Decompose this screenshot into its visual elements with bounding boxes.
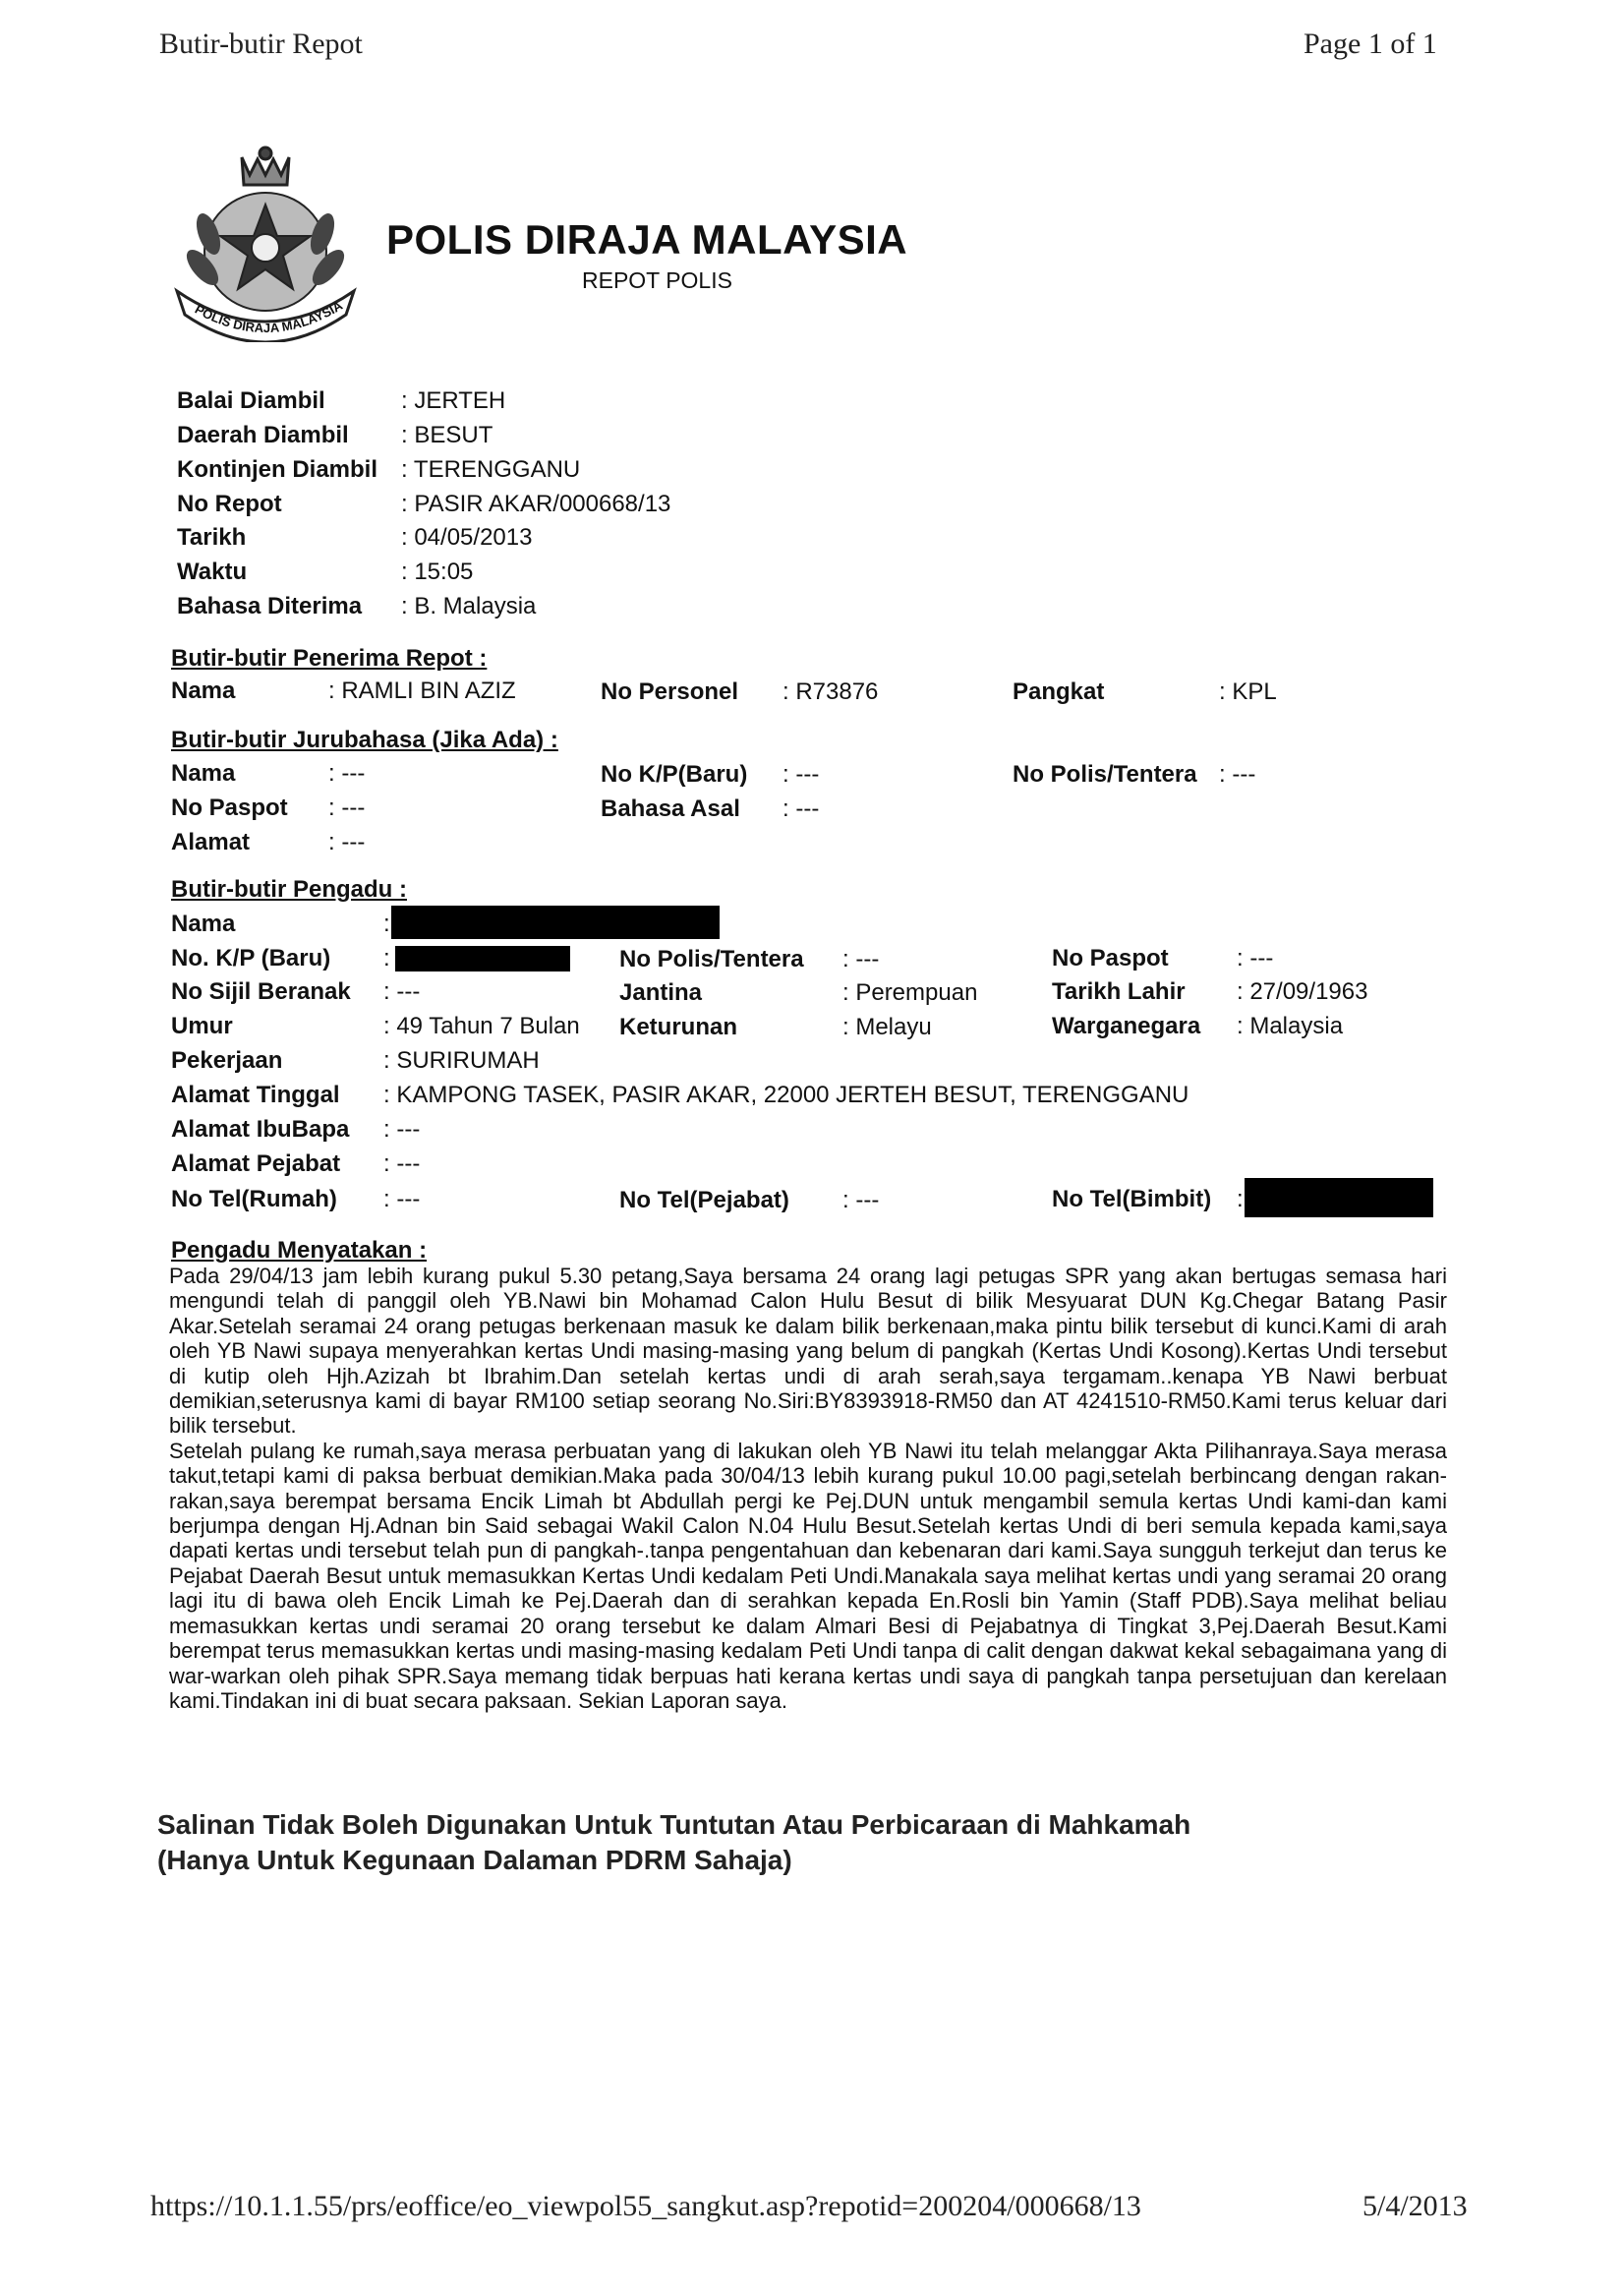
complainant-kp-colon: : (383, 945, 390, 971)
complainant-age-label: Umur (171, 1013, 233, 1039)
report-info-label: Balai Diambil (177, 387, 325, 414)
complainant-gender-label: Jantina (619, 979, 703, 1006)
print-header-title: Butir-butir Repot (159, 28, 363, 60)
report-info-label: Kontinjen Diambil (177, 456, 377, 483)
receiver-personnel-label: No Personel (601, 678, 739, 705)
complainant-passport-label: No Paspot (1052, 945, 1169, 971)
complainant-tel-office-label: No Tel(Pejabat) (619, 1187, 789, 1213)
interpreter-passport-value: : --- (328, 795, 366, 821)
interpreter-polis-label: No Polis/Tentera (1013, 761, 1197, 788)
complainant-race-label: Keturunan (619, 1014, 737, 1040)
complainant-citizen-value: : Malaysia (1237, 1013, 1344, 1039)
report-info-label: No Repot (177, 491, 282, 517)
complainant-name-label: Nama (171, 911, 236, 937)
redacted-mobile-block (1245, 1178, 1433, 1217)
complainant-heading: Butir-butir Pengadu : (171, 876, 407, 903)
receiver-heading: Butir-butir Penerima Repot : (171, 645, 488, 672)
page-subtitle: REPOT POLIS (582, 267, 732, 293)
complainant-tel-home-value: : --- (383, 1186, 421, 1212)
interpreter-address-label: Alamat (171, 829, 251, 855)
receiver-name-label: Nama (171, 677, 236, 704)
complainant-home-label: Alamat Tinggal (171, 1082, 340, 1108)
interpreter-lang-value: : --- (783, 795, 820, 822)
interpreter-polis-value: : --- (1219, 761, 1256, 788)
receiver-personnel-value: : R73876 (783, 678, 879, 705)
complainant-tel-mobile-label: No Tel(Bimbit) (1052, 1186, 1212, 1212)
statement-paragraph: Setelah pulang ke rumah,saya merasa perbuatan yang di lakukan oleh YB Nawi itu telah melanggar Akta Pilihanraya.Saya merasa takut,tetapi kami di paksa berbuat demikian.Maka pada 30/04/13 lebih kurang pukul 10.00 pagi,setelah berbincang dengan rakan-rakan,saya berempat bersama Encik Limah bt Abdullah pergi ke Pej.DUN untuk mengambil semula kertas Undi kami-dan kami berjumpa dengan Hj.Adnan bin Said sebagai Wakil Calon N.04 Hulu Besut.Setelah kertas Undi di beri semula kepada kami,saya dapati kertas undi tersebut telah pun di pangkah-.tanpa pengentahuan dan kebenaran dari kami.Saya sungguh terkejut dan terus ke Pejabat Daerah Besut untuk memasukkan Kertas Undi kedalam Peti Undi.Manakala saya melihat kertas undi yang seramai 20 orang lagi itu di bawa oleh Encik Limah ke Pej.Daerah dan di serahkan kepada En.Rosli bin Yamin (Staff PDB).Saya melihat beliau memasukkan kertas undi seramai 20 orang tersebut ke dalam Almari Besi di Pejabatnya di Tingkat 3,Pej.Daerah Besut.Kami berempat terus memasukkan kertas undi masing-masing kedalam Peti Undi tanpa di calit dengan dakwat kekal sebagaimana yang di war-warkan oleh pihak SPR.Saya memang tidak berpuas hati kerana kertas undi saya di pangkah tanpa persetujuan dan kerelaan kami.Tindakan ini di buat secara paksaan. Sekian Laporan saya. (169, 1438, 1447, 1713)
complainant-birthcert-label: No Sijil Beranak (171, 978, 351, 1005)
complainant-polis-value: : --- (842, 946, 880, 972)
interpreter-kp-label: No K/P(Baru) (601, 761, 748, 788)
complainant-job-label: Pekerjaan (171, 1047, 283, 1074)
interpreter-name-label: Nama (171, 760, 236, 787)
complainant-office-label: Alamat Pejabat (171, 1150, 341, 1177)
page-title: POLIS DIRAJA MALAYSIA (386, 216, 908, 263)
receiver-rank-label: Pangkat (1013, 678, 1105, 705)
report-info-label: Daerah Diambil (177, 422, 349, 448)
print-header-page: Page 1 of 1 (1304, 28, 1437, 60)
complainant-office-value: : --- (383, 1150, 421, 1177)
complainant-parent-value: : --- (383, 1116, 421, 1143)
complainant-birthcert-value: : --- (383, 978, 421, 1005)
interpreter-address-value: : --- (328, 829, 366, 855)
complainant-home-value: : KAMPONG TASEK, PASIR AKAR, 22000 JERTEH BESUT, TERENGGANU (383, 1082, 1189, 1108)
complainant-dob-label: Tarikh Lahir (1052, 978, 1186, 1005)
complainant-parent-label: Alamat IbuBapa (171, 1116, 350, 1143)
complainant-tel-mobile-colon: : (1237, 1186, 1244, 1212)
warning-line-1: Salinan Tidak Boleh Digunakan Untuk Tuntutan Atau Perbicaraan di Mahkamah (157, 1809, 1191, 1840)
interpreter-heading: Butir-butir Jurubahasa (Jika Ada) : (171, 727, 558, 753)
report-info-value: : 15:05 (401, 559, 474, 585)
complainant-gender-value: : Perempuan (842, 979, 978, 1006)
report-info-value: : BESUT (401, 422, 493, 448)
receiver-name-value: : RAMLI BIN AZIZ (328, 677, 516, 704)
statement-paragraph: Pada 29/04/13 jam lebih kurang pukul 5.30 petang,Saya bersama 24 orang lagi petugas SPR yang akan bertugas semasa hari mengundi telah di panggil oleh YB.Nawi bin Mohamad Calon Hulu Besut di bilik Mesyuarat DUN Kg.Chegar Batang Pasir Akar.Setelah seramai 24 orang petugas berkenaan masuk ke dalam bilik berkenaan,maka pintu bilik tersebut di kunci.Kami di arah oleh YB Nawi supaya menyerahkan kertas Undi masing-masing yang belum di pangkah (Kertas Undi Kosong).Kertas Undi tersebut di kutip oleh Hjh.Azizah bt Ibrahim.Dan setelah kertas undi di arah serah,saya tergamam..kenapa YB Nawi berbuat demikian,seterusnya kami di bayar RM100 setiap seorang No.Siri:BY8393918-RM50 dan AT 4241510-RM50.Kami terus keluar dari bilik tersebut. (169, 1264, 1447, 1439)
complainant-citizen-label: Warganegara (1052, 1013, 1201, 1039)
complainant-dob-value: : 27/09/1963 (1237, 978, 1368, 1005)
report-info-value: : B. Malaysia (401, 593, 537, 619)
crest-banner-text: POLIS DIRAJA MALAYSIA (192, 297, 345, 336)
redacted-name-block (391, 906, 720, 939)
redacted-kp-block (395, 946, 570, 971)
statement-heading: Pengadu Menyatakan : (171, 1237, 428, 1264)
report-info-label: Tarikh (177, 524, 247, 551)
police-crest-icon (167, 146, 364, 342)
interpreter-kp-value: : --- (783, 761, 820, 788)
complainant-tel-home-label: No Tel(Rumah) (171, 1186, 337, 1212)
complainant-kp-label: No. K/P (Baru) (171, 945, 331, 971)
complainant-age-value: : 49 Tahun 7 Bulan (383, 1013, 580, 1039)
complainant-race-value: : Melayu (842, 1014, 932, 1040)
complainant-name-colon: : (383, 911, 390, 937)
interpreter-lang-label: Bahasa Asal (601, 795, 740, 822)
report-info-label: Bahasa Diterima (177, 593, 363, 619)
receiver-rank-value: : KPL (1219, 678, 1277, 705)
interpreter-passport-label: No Paspot (171, 795, 288, 821)
warning-line-2: (Hanya Untuk Kegunaan Dalaman PDRM Sahaja) (157, 1845, 792, 1875)
statement-body (169, 1264, 1447, 1713)
interpreter-name-value: : --- (328, 760, 366, 787)
complainant-polis-label: No Polis/Tentera (619, 946, 804, 972)
complainant-tel-office-value: : --- (842, 1187, 880, 1213)
print-footer-url: https://10.1.1.55/prs/eoffice/eo_viewpol55_sangkut.asp?repotid=200204/000668/13 (150, 2190, 1141, 2222)
report-info-value: : PASIR AKAR/000668/13 (401, 491, 671, 517)
complainant-job-value: : SURIRUMAH (383, 1047, 540, 1074)
report-info-label: Waktu (177, 559, 248, 585)
complainant-passport-value: : --- (1237, 945, 1274, 971)
report-info-value: : 04/05/2013 (401, 524, 533, 551)
print-footer-date: 5/4/2013 (1362, 2190, 1468, 2222)
report-info-value: : TERENGGANU (401, 456, 581, 483)
report-info-value: : JERTEH (401, 387, 506, 414)
